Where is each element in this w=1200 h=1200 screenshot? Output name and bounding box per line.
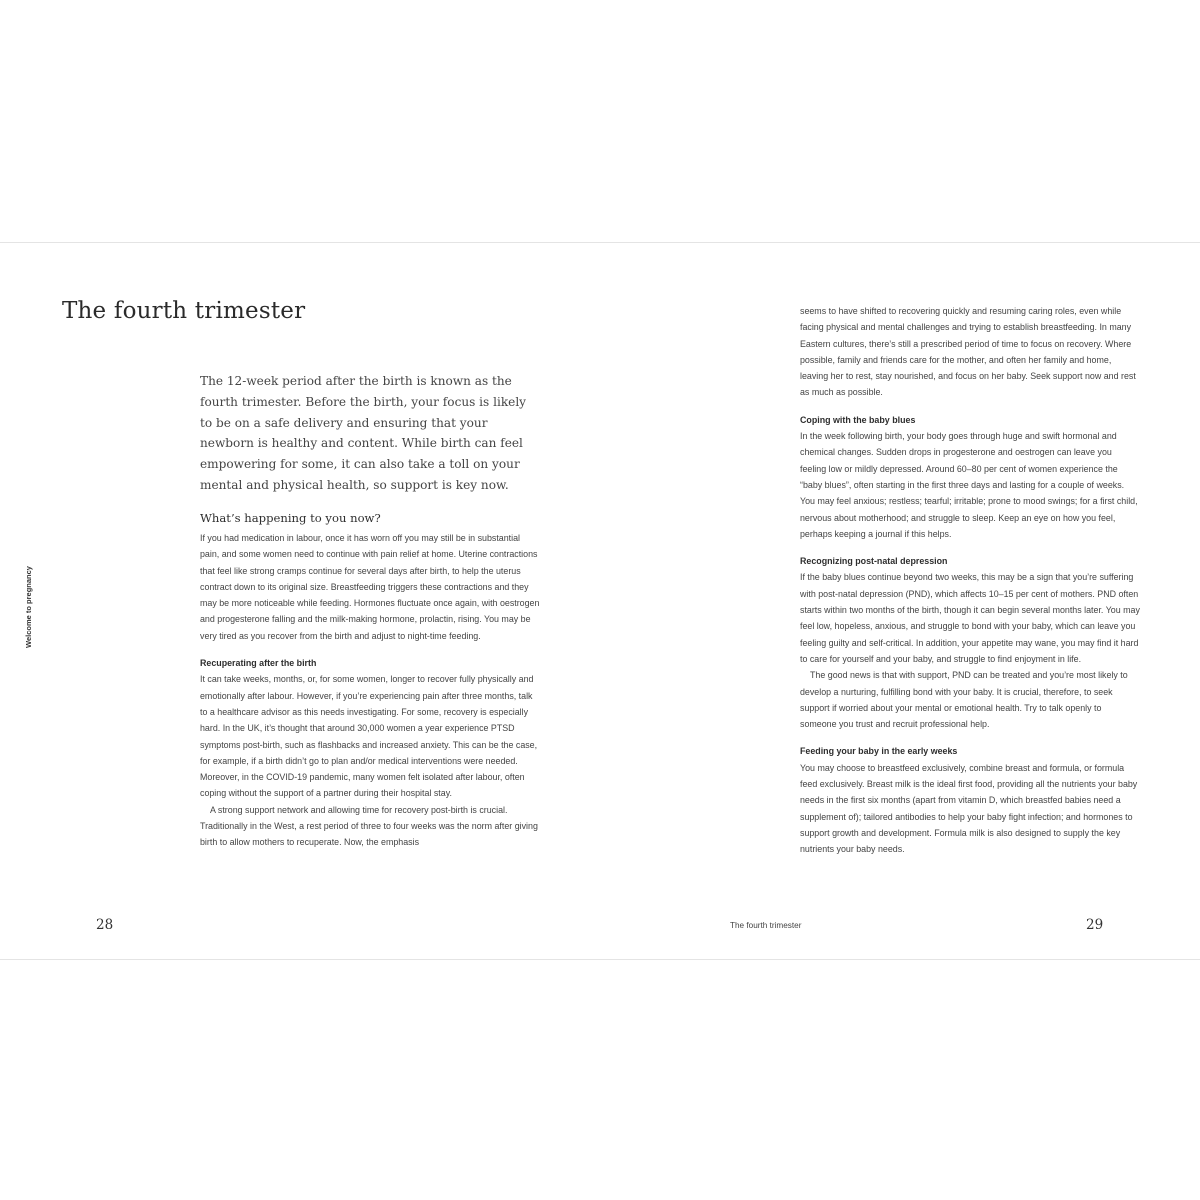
side-section-label: Welcome to pregnancy (24, 566, 33, 648)
right-body-text (800, 303, 1140, 858)
body-paragraph: It can take weeks, months, or, for some women, longer to recover fully physically and emotionally after labour. However, if you’re experiencing pain after three months, talk to a healthcare advisor as this needs investigating. For some, recovery is especially hard. In the UK, it’s thought that around 30,000 women a year experience PTSD symptoms post-birth, such as flashbacks and increased anxiety. This can be the case, for example, if a birth didn’t go to plan and/or medical interventions were needed. Moreover, in the COVID-19 pandemic, many women felt isolated after labour, often coping without the support of a partner during their hospital stay. (200, 674, 538, 799)
body-paragraph: seems to have shifted to recovering quickly and resuming caring roles, even while facing physical and mental challenges and trying to establish breastfeeding. In many Eastern cultures, there’s still a prescribed period of time to focus on recovery. Where possible, family and friends care for the mother, and often her family and home, leaving her to rest, stay nourished, and focus on her baby. Seek support now and rest as much as possible. (800, 306, 1136, 398)
left-body-text (200, 530, 540, 851)
body-paragraph: The good news is that with support, PND can be treated and you’re most likely to develop a nurturing, fulfilling bond with your baby. It is crucial, therefore, to seek support if worried about your mental or emotional health. Try to talk openly to someone you trust and recruit professional help. (800, 670, 1128, 730)
book-spread (0, 242, 1200, 960)
subheading-post-natal-depression: Recognizing post-natal depression (800, 556, 948, 567)
page-title: The fourth trimester (62, 298, 306, 324)
page-number-left: 28 (96, 917, 114, 933)
subheading-recuperating: Recuperating after the birth (200, 658, 317, 669)
page-number-right: 29 (1086, 917, 1104, 933)
section-heading: What’s happening to you now? (200, 511, 381, 525)
body-paragraph: You may choose to breastfeed exclusively, combine breast and formula, or formula feed exclusively. Breast milk is the ideal first food, providing all the nutrients your baby needs in the first six months (apart from vitamin D, which breastfed babies need a supplement of); tailored antibodies to help your baby fight infection; and hormones to support growth and development. Formula milk is also designed to supply the key nutrients your baby needs. (800, 762, 1138, 855)
body-paragraph: If the baby blues continue beyond two weeks, this may be a sign that you’re suffering with post-natal depression (PND), which affects 10–15 per cent of mothers. PND often starts within two months of the birth, though it can begin several months later. You may feel low, hopeless, anxious, and struggle to bond with your baby, which can leave you feeling guilty and self-critical. In addition, your appetite may wane, you may find it hard to care for yourself and your baby, and struggle to find enjoyment in life. (800, 572, 1140, 664)
running-head: The fourth trimester (730, 921, 802, 930)
intro-paragraph: The 12-week period after the birth is known as the fourth trimester. Before the birth, your focus is likely to be on a safe delivery and ensuring that your newborn is healthy and content. While birth can feel empowering for some, it can also take a toll on your mental and physical health, so support is key now. (200, 374, 527, 492)
subheading-feeding: Feeding your baby in the early weeks (800, 746, 958, 757)
body-paragraph: In the week following birth, your body goes through huge and swift hormonal and chemical changes. Sudden drops in progesterone and oestrogen can leave you feeling low or mildly depressed. Around 60–80 per cent of women experience the “baby blues”, often starting in the first three days and lasting for a couple of weeks. You may feel anxious; restless; tearful; irritable; prone to mood swings; for a first child, nervous about motherhood; and struggle to sleep. Keep an eye on how you feel, perhaps keeping a journal if this helps. (800, 431, 1138, 539)
body-paragraph: If you had medication in labour, once it has worn off you may still be in substantial pain, and some women need to continue with pain relief at home. Uterine contractions that feel like strong cramps continue for several days after birth, to help the uterus contract down to its original size. Breastfeeding triggers these contractions and they may be more noticeable while feeding. Hormones fluctuate once again, with oestrogen and progesterone falling and the milk-making hormone, prolactin, rising. You may be very tired as you recover from the birth and adjust to night-time feeding. (200, 533, 540, 641)
body-paragraph: A strong support network and allowing time for recovery post-birth is crucial. Traditionally in the West, a rest period of three to four weeks was the norm after giving birth to allow mothers to recuperate. Now, the emphasis (200, 804, 538, 848)
subheading-baby-blues: Coping with the baby blues (800, 414, 916, 425)
